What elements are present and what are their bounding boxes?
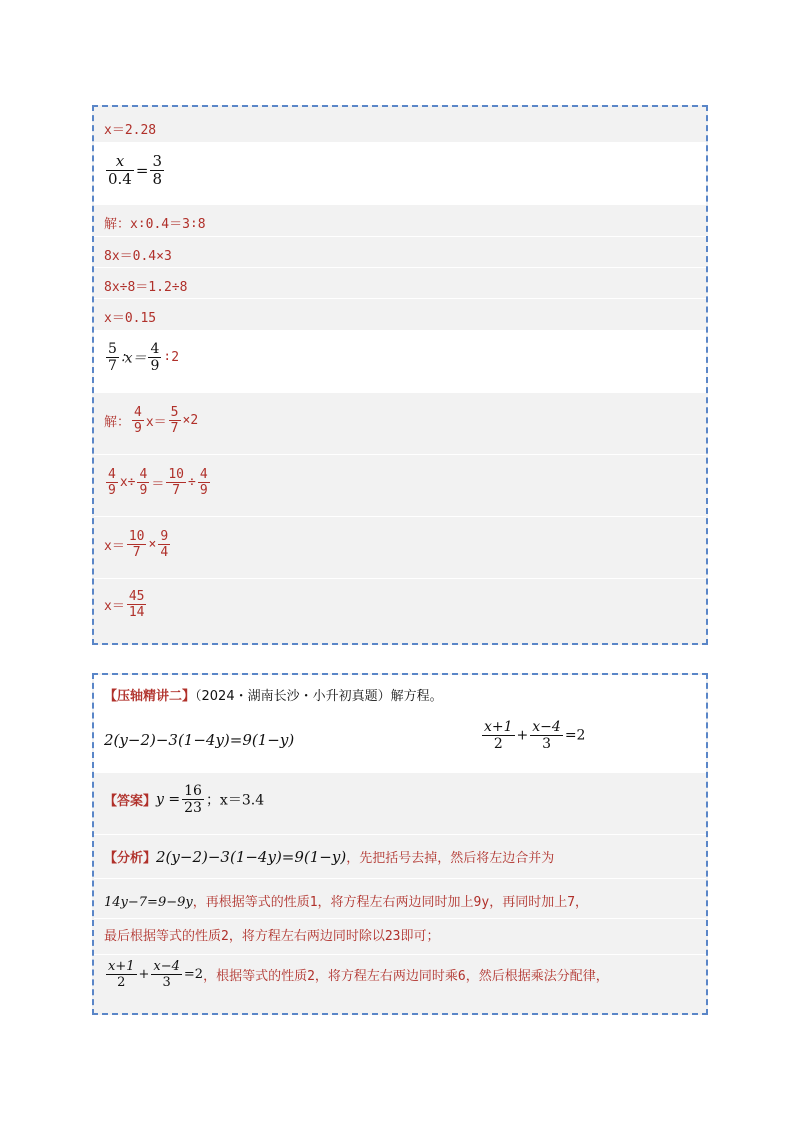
- line-10-text: [104, 529, 172, 560]
- equals-two: =2: [564, 727, 586, 744]
- analysis-line-2: [104, 891, 588, 910]
- proportion-equation: [104, 153, 166, 188]
- frac-den: 14: [128, 605, 145, 620]
- line-1: [94, 107, 706, 143]
- problem-tag: 【压轴精讲二】: [104, 689, 196, 704]
- frac-den: 7: [170, 421, 179, 436]
- line-10: [94, 517, 706, 579]
- line-5-text: 8x÷8＝1.2÷8: [104, 280, 188, 295]
- frac-num: x: [115, 152, 125, 170]
- x-equals: x＝: [104, 599, 125, 614]
- times-two: ×2: [182, 413, 199, 428]
- frac-num: 3: [152, 152, 162, 170]
- frac-num: 10: [168, 467, 184, 482]
- frac-den: 0.4: [108, 170, 132, 188]
- equals-two: =2: [183, 967, 204, 982]
- analysis-row-2: [94, 879, 706, 919]
- frac-num: 10: [128, 529, 145, 544]
- plus-sign: +: [516, 727, 529, 744]
- problem-section: [94, 675, 706, 773]
- problem-header: [104, 685, 443, 704]
- frac-num: 5: [170, 405, 179, 420]
- frac-num: 4: [139, 467, 148, 482]
- line-9-text: [104, 467, 212, 498]
- analysis-line-4: [104, 959, 609, 990]
- analysis-equation-2: 14y−7=9−9y: [104, 895, 193, 910]
- frac-num: 4: [150, 341, 160, 357]
- line-2: [94, 143, 706, 205]
- line-8-text: [104, 405, 198, 436]
- equation-1: 2(y−2)−3(1−4y)=9(1−y): [104, 731, 295, 749]
- line-9: [94, 455, 706, 517]
- op-3: ÷: [187, 475, 196, 490]
- analysis-line-1: [104, 847, 554, 866]
- frac-den: 9: [134, 421, 142, 436]
- frac-den: 9: [108, 483, 116, 498]
- analysis-row-4: [94, 955, 706, 1015]
- answer-line: [104, 783, 264, 816]
- frac-num: x+1: [484, 719, 513, 735]
- line-5: [94, 268, 706, 299]
- frac-num: 5: [108, 341, 117, 357]
- problem-box-2: [92, 673, 708, 1015]
- line-8: [94, 393, 706, 455]
- solve-prefix: 解：: [104, 415, 131, 430]
- analysis-row-1: [94, 835, 706, 879]
- frac-num: 9: [160, 529, 169, 544]
- line-6-text: x＝0.15: [104, 311, 157, 326]
- line-6: [94, 299, 706, 331]
- answer-tag: 【答案】: [104, 794, 157, 809]
- frac-num: 4: [199, 467, 208, 482]
- line-4: [94, 237, 706, 268]
- equals-sign: =: [135, 161, 149, 180]
- answer-x: ；x＝3.4: [205, 792, 265, 809]
- frac-den: 9: [139, 483, 148, 498]
- equation-2: [480, 719, 585, 752]
- frac-den: 9: [199, 483, 208, 498]
- frac-num: x−4: [153, 959, 180, 974]
- problem-source: （2024・湖南长沙・小升初真题）解方程。: [195, 689, 443, 704]
- op-2: ＝: [151, 477, 165, 492]
- frac-num: x−4: [532, 719, 561, 735]
- analysis-equation: 2(y−2)−3(1−4y)=9(1−y): [156, 848, 347, 866]
- frac-num: 4: [134, 405, 142, 420]
- analysis-tag: 【分析】: [104, 851, 157, 866]
- frac-num: 45: [128, 589, 145, 604]
- frac-den: 7: [132, 545, 141, 560]
- ratio-tail: ∶2: [163, 350, 180, 365]
- line-11: [94, 579, 706, 643]
- analysis-text-1: ，先把括号去掉，然后将左边合并为: [346, 851, 555, 866]
- ratio-equation: [104, 341, 179, 374]
- line-4-text: 8x＝0.4×3: [104, 249, 172, 264]
- frac-den: 2: [117, 975, 126, 990]
- op-1: x÷: [119, 475, 136, 490]
- x-equals: x＝: [104, 539, 125, 554]
- frac-den: 2: [493, 736, 503, 752]
- analysis-text-3: 最后根据等式的性质2，将方程左右两边同时除以23即可；: [104, 929, 440, 944]
- analysis-text-2: ，再根据等式的性质1，将方程左右两边同时加上9y，再同时加上7，: [192, 895, 589, 910]
- line-3: [94, 205, 706, 237]
- frac-num: 16: [184, 783, 202, 799]
- line-3-text: 解：x∶0.4＝3∶8: [104, 217, 206, 232]
- frac-num: 4: [108, 467, 116, 482]
- line-1-text: x＝2.28: [104, 123, 157, 138]
- frac-den: 9: [150, 358, 160, 374]
- solution-box-1: [92, 105, 708, 645]
- frac-den: 7: [172, 483, 181, 498]
- frac-den: 3: [162, 975, 171, 990]
- line-11-text: [104, 589, 148, 620]
- ratio-mid: ∶x＝: [120, 350, 147, 367]
- answer-y: y =: [156, 791, 181, 808]
- times-sign: ×: [148, 537, 157, 552]
- x-equals: x＝: [145, 415, 167, 430]
- frac-den: 4: [160, 545, 169, 560]
- frac-den: 23: [184, 800, 202, 816]
- analysis-text-4: ，根据等式的性质2，将方程左右两边同时乘6，然后根据乘法分配律，: [203, 969, 609, 984]
- frac-den: 3: [542, 736, 552, 752]
- frac-den: 7: [108, 358, 117, 374]
- analysis-row-3: [94, 919, 706, 955]
- frac-den: 8: [152, 170, 162, 188]
- plus-sign: +: [138, 967, 150, 982]
- frac-num: x+1: [108, 959, 135, 974]
- line-7: [94, 331, 706, 393]
- answer-row: [94, 773, 706, 835]
